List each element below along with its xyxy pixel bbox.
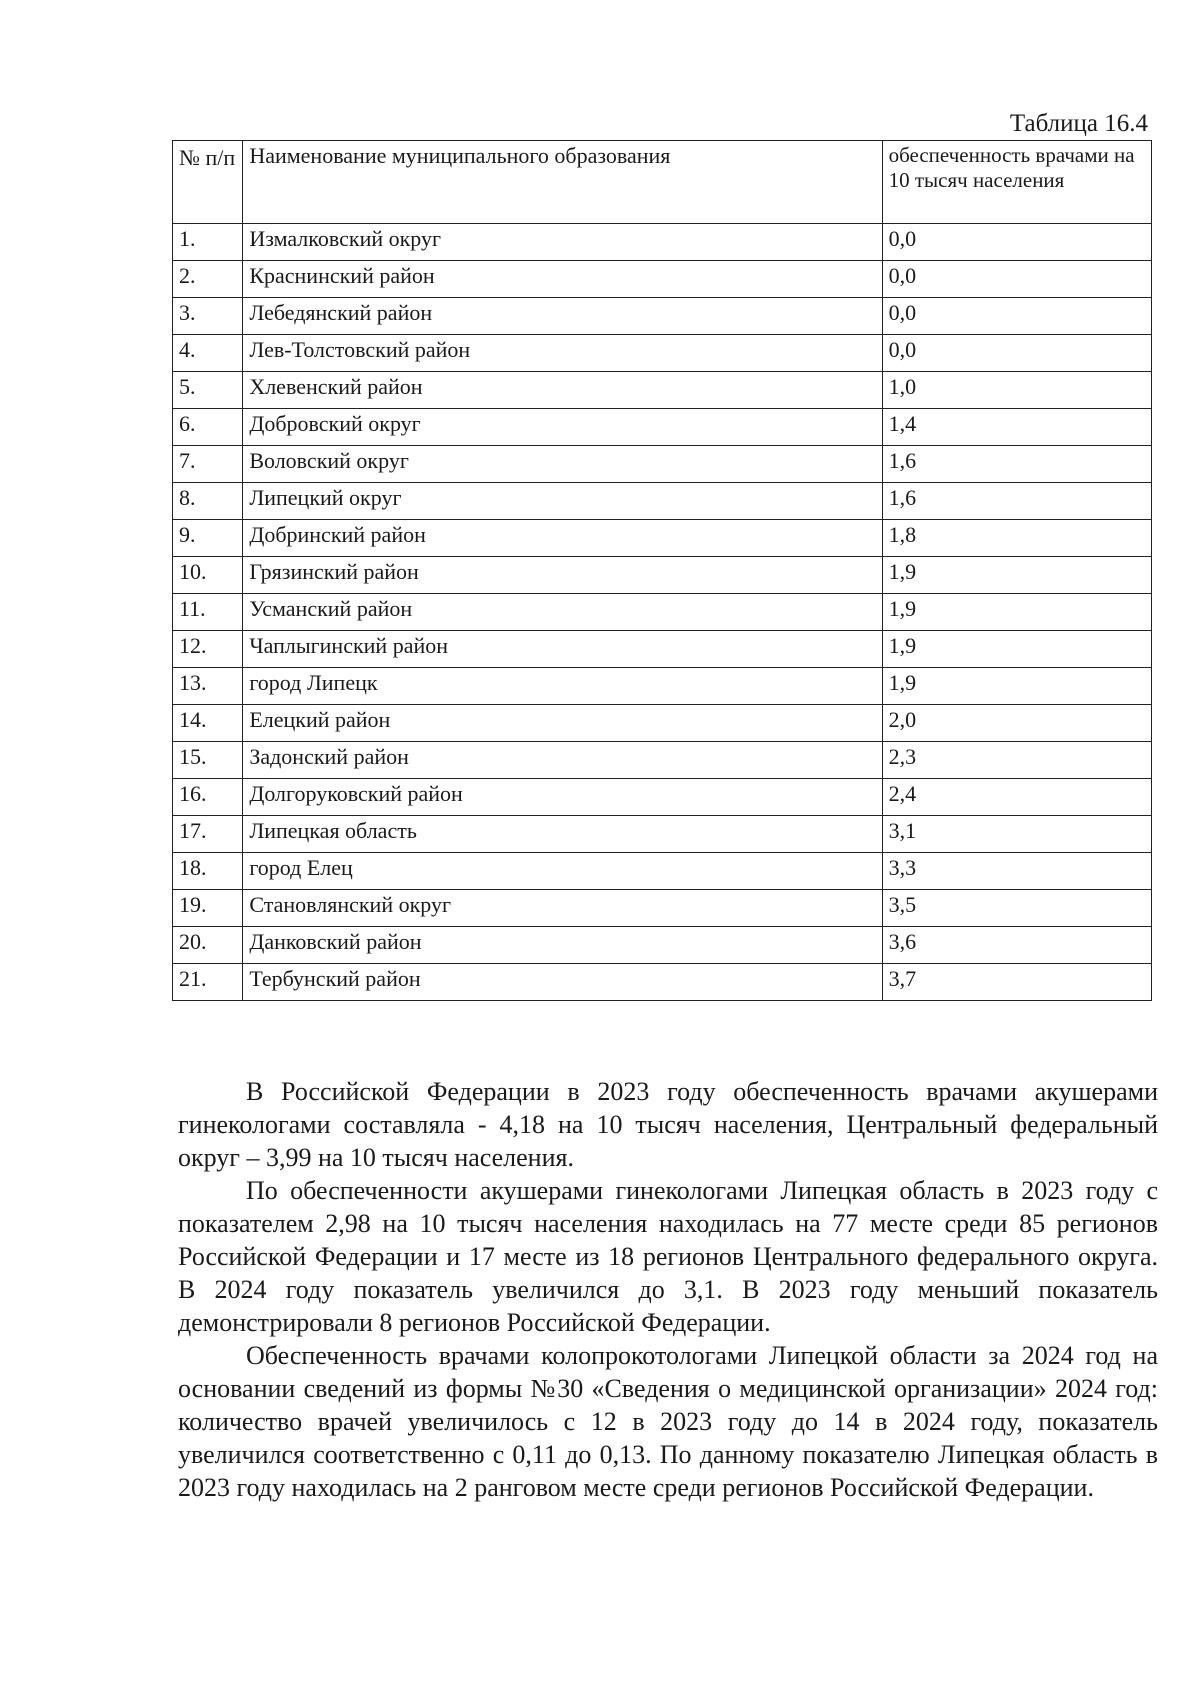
municipality-name-cell: город Липецк <box>243 668 882 705</box>
row-number-cell: 16. <box>173 779 243 816</box>
municipality-name-cell: Задонский район <box>243 742 882 779</box>
municipality-name-cell: Лев-Толстовский район <box>243 335 882 372</box>
row-number-cell: 9. <box>173 520 243 557</box>
row-number-cell: 3. <box>173 298 243 335</box>
row-number-cell: 5. <box>173 372 243 409</box>
table-row <box>173 446 1152 483</box>
municipality-name-cell: Воловский округ <box>243 446 882 483</box>
row-number-cell: 8. <box>173 483 243 520</box>
row-number-cell: 7. <box>173 446 243 483</box>
municipality-name-cell: Лебедянский район <box>243 298 882 335</box>
value-cell: 3,3 <box>882 853 1151 890</box>
table-row <box>173 520 1152 557</box>
table-row <box>173 335 1152 372</box>
row-number-cell: 4. <box>173 335 243 372</box>
table-header-row <box>173 141 1152 224</box>
value-cell: 2,4 <box>882 779 1151 816</box>
municipality-name-cell: Долгоруковский район <box>243 779 882 816</box>
row-number-cell: 10. <box>173 557 243 594</box>
value-cell: 1,6 <box>882 446 1151 483</box>
table-caption: Таблица 16.4 <box>1009 110 1148 137</box>
row-number-cell: 2. <box>173 261 243 298</box>
value-cell: 2,3 <box>882 742 1151 779</box>
municipality-name-cell: Становлянский округ <box>243 890 882 927</box>
municipality-name-cell: Чаплыгинский район <box>243 631 882 668</box>
value-cell: 0,0 <box>882 298 1151 335</box>
row-number-cell: 21. <box>173 964 243 1001</box>
municipality-name-cell: Добринский район <box>243 520 882 557</box>
value-cell: 1,9 <box>882 594 1151 631</box>
municipality-name-cell: Измалковский округ <box>243 224 882 261</box>
paragraph: В Российской Федерации в 2023 году обеспеченность врачами акушерами гинекологами составляла - 4,18 на 10 тысяч населения, Центральный федеральный округ – 3,99 на 10 тысяч населения. <box>178 1077 1158 1172</box>
municipality-name-cell: Краснинский район <box>243 261 882 298</box>
value-cell: 1,9 <box>882 668 1151 705</box>
row-number-cell: 19. <box>173 890 243 927</box>
value-cell: 0,0 <box>882 335 1151 372</box>
table-row <box>173 557 1152 594</box>
table-row <box>173 409 1152 446</box>
table-row <box>173 594 1152 631</box>
table-row <box>173 964 1152 1001</box>
table-row <box>173 779 1152 816</box>
table-row <box>173 261 1152 298</box>
value-cell: 1,9 <box>882 631 1151 668</box>
table-row <box>173 668 1152 705</box>
table-row <box>173 631 1152 668</box>
table-row <box>173 853 1152 890</box>
value-cell: 1,4 <box>882 409 1151 446</box>
value-cell: 1,8 <box>882 520 1151 557</box>
body-text <box>178 1075 1158 1504</box>
municipality-name-cell: Липецкий округ <box>243 483 882 520</box>
row-number-cell: 1. <box>173 224 243 261</box>
header-num: № п/п <box>173 141 243 224</box>
row-number-cell: 20. <box>173 927 243 964</box>
table-row <box>173 927 1152 964</box>
table-row <box>173 742 1152 779</box>
value-cell: 1,0 <box>882 372 1151 409</box>
table-row <box>173 372 1152 409</box>
header-name: Наименование муниципального образования <box>243 141 882 224</box>
row-number-cell: 12. <box>173 631 243 668</box>
row-number-cell: 15. <box>173 742 243 779</box>
municipality-name-cell: Добровский округ <box>243 409 882 446</box>
municipality-name-cell: Елецкий район <box>243 705 882 742</box>
municipality-name-cell: Липецкая область <box>243 816 882 853</box>
table-body <box>173 224 1152 1001</box>
header-value: обеспеченность врачами на 10 тысяч населения <box>882 141 1151 224</box>
paragraph: По обеспеченности акушерами гинекологами Липецкая область в 2023 году с показателем 2,98 на 10 тысяч населения находилась на 77 месте среди 85 регионов Российской Федерации и 17 месте из 18 регионов Центрального федерального округа. В 2024 году показатель увеличился до 3,1. В 2023 году меньший показатель демонстрировали 8 регионов Российской Федерации. <box>178 1176 1158 1337</box>
row-number-cell: 14. <box>173 705 243 742</box>
municipality-name-cell: город Елец <box>243 853 882 890</box>
row-number-cell: 17. <box>173 816 243 853</box>
value-cell: 0,0 <box>882 261 1151 298</box>
table-row <box>173 705 1152 742</box>
table-row <box>173 298 1152 335</box>
paragraph: Обеспеченность врачами колопрокотологами Липецкой области за 2024 год на основании сведений из формы №30 «Сведения о медицинской организации» 2024 год: количество врачей увеличилось с 12 в 2023 году до 14 в 2024 году, показатель увеличился соответственно с 0,11 до 0,13. По данному показателю Липецкая область в 2023 году находилась на 2 ранговом месте среди регионов Российской Федерации. <box>178 1341 1158 1502</box>
data-table <box>172 140 1152 1001</box>
table-row <box>173 483 1152 520</box>
row-number-cell: 13. <box>173 668 243 705</box>
value-cell: 1,6 <box>882 483 1151 520</box>
value-cell: 3,6 <box>882 927 1151 964</box>
value-cell: 3,1 <box>882 816 1151 853</box>
value-cell: 3,7 <box>882 964 1151 1001</box>
value-cell: 0,0 <box>882 224 1151 261</box>
row-number-cell: 6. <box>173 409 243 446</box>
municipality-name-cell: Хлевенский район <box>243 372 882 409</box>
municipality-name-cell: Данковский район <box>243 927 882 964</box>
municipality-name-cell: Грязинский район <box>243 557 882 594</box>
municipality-name-cell: Тербунский район <box>243 964 882 1001</box>
municipality-name-cell: Усманский район <box>243 594 882 631</box>
table-row <box>173 890 1152 927</box>
value-cell: 2,0 <box>882 705 1151 742</box>
row-number-cell: 11. <box>173 594 243 631</box>
table-row <box>173 224 1152 261</box>
value-cell: 3,5 <box>882 890 1151 927</box>
value-cell: 1,9 <box>882 557 1151 594</box>
table-row <box>173 816 1152 853</box>
row-number-cell: 18. <box>173 853 243 890</box>
